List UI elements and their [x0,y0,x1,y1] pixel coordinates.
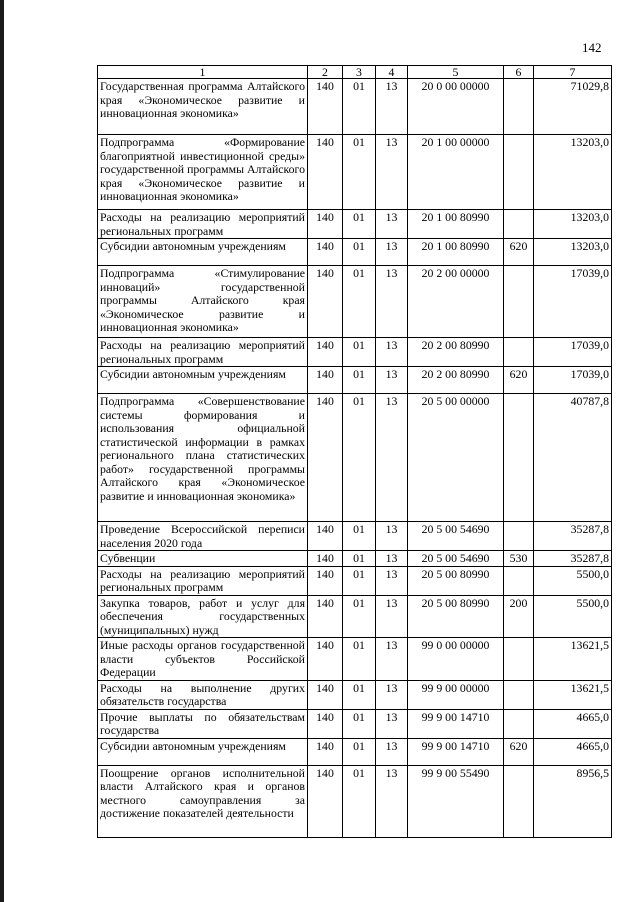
amount: 17039,0 [534,367,612,394]
row-name: Прочие выплаты по обязательствам государства [98,709,308,738]
pr-code: 13 [376,79,408,135]
target-item-code: 20 5 00 54690 [408,522,504,551]
grbs-code: 140 [308,680,343,709]
amount: 13203,0 [534,239,612,266]
pr-code: 13 [376,338,408,367]
rz-code: 01 [343,709,376,738]
rz-code: 01 [343,338,376,367]
expense-type-code [504,566,534,595]
amount: 17039,0 [534,338,612,367]
rz-code: 01 [343,680,376,709]
pr-code: 13 [376,135,408,210]
amount: 4665,0 [534,738,612,765]
table-row [98,709,612,738]
expense-type-code [504,266,534,338]
target-item-code: 20 5 00 80990 [408,566,504,595]
grbs-code: 140 [308,135,343,210]
pr-code: 13 [376,266,408,338]
table-row [98,266,612,338]
expense-type-code: 530 [504,551,534,567]
col-header: 4 [376,66,408,79]
row-name: Подпрограмма «Совершенствование системы формирования и использования официальной статистической информации в рамках регионального плана статистических работ» государственной программы Алтайского края «Экономическое развитие и инновационная экономика» [98,394,308,522]
target-item-code: 20 2 00 00000 [408,266,504,338]
rz-code: 01 [343,595,376,638]
pr-code: 13 [376,210,408,239]
rz-code: 01 [343,394,376,522]
expense-type-code [504,765,534,837]
target-item-code: 20 1 00 00000 [408,135,504,210]
amount: 35287,8 [534,522,612,551]
expense-type-code [504,135,534,210]
rz-code: 01 [343,210,376,239]
target-item-code: 99 9 00 14710 [408,709,504,738]
row-name: Субсидии автономным учреждениям [98,367,308,394]
expense-type-code [504,638,534,681]
amount: 4665,0 [534,709,612,738]
row-name: Иные расходы органов государственной власти субъектов Российской Федерации [98,638,308,681]
amount: 13621,5 [534,680,612,709]
target-item-code: 20 2 00 80990 [408,367,504,394]
target-item-code: 99 9 00 55490 [408,765,504,837]
pr-code: 13 [376,566,408,595]
pr-code: 13 [376,595,408,638]
expense-type-code: 620 [504,239,534,266]
table-row [98,239,612,266]
pr-code: 13 [376,709,408,738]
grbs-code: 140 [308,239,343,266]
rz-code: 01 [343,135,376,210]
table-row [98,522,612,551]
row-name: Расходы на реализацию мероприятий региональных программ [98,210,308,239]
expense-type-code [504,709,534,738]
amount: 13203,0 [534,135,612,210]
row-name: Поощрение органов исполнительной власти Алтайского края и органов местного самоуправления за достижение показателей деятельности [98,765,308,837]
amount: 13621,5 [534,638,612,681]
table-body [98,66,612,838]
expense-type-code [504,394,534,522]
col-header: 7 [534,66,612,79]
amount: 13203,0 [534,210,612,239]
target-item-code: 20 2 00 80990 [408,338,504,367]
col-header: 2 [308,66,343,79]
grbs-code: 140 [308,79,343,135]
scan-edge [0,0,4,902]
expense-type-code: 620 [504,367,534,394]
expense-type-code: 620 [504,738,534,765]
header-row [98,66,612,79]
table-row [98,551,612,567]
amount: 40787,8 [534,394,612,522]
rz-code: 01 [343,566,376,595]
pr-code: 13 [376,680,408,709]
expense-type-code [504,210,534,239]
target-item-code: 20 1 00 80990 [408,239,504,266]
grbs-code: 140 [308,709,343,738]
rz-code: 01 [343,266,376,338]
pr-code: 13 [376,738,408,765]
amount: 17039,0 [534,266,612,338]
amount: 35287,8 [534,551,612,567]
rz-code: 01 [343,79,376,135]
pr-code: 13 [376,367,408,394]
target-item-code: 20 0 00 00000 [408,79,504,135]
pr-code: 13 [376,394,408,522]
row-name: Проведение Всероссийской переписи населения 2020 года [98,522,308,551]
target-item-code: 99 9 00 00000 [408,680,504,709]
budget-table [97,65,612,838]
table-row [98,638,612,681]
table-row [98,566,612,595]
rz-code: 01 [343,522,376,551]
grbs-code: 140 [308,522,343,551]
grbs-code: 140 [308,338,343,367]
row-name: Государственная программа Алтайского края «Экономическое развитие и инновационная экономика» [98,79,308,135]
rz-code: 01 [343,551,376,567]
rz-code: 01 [343,239,376,266]
rz-code: 01 [343,738,376,765]
expense-type-code [504,680,534,709]
table-row [98,135,612,210]
row-name: Подпрограмма «Формирование благоприятной инвестиционной среды» государственной программы Алтайского края «Экономическое развитие и инновационная экономика» [98,135,308,210]
table-row [98,765,612,837]
col-header: 6 [504,66,534,79]
row-name: Субвенции [98,551,308,567]
table-row [98,394,612,522]
amount: 71029,8 [534,79,612,135]
col-header: 1 [98,66,308,79]
grbs-code: 140 [308,595,343,638]
table-row [98,338,612,367]
expense-type-code [504,79,534,135]
target-item-code: 99 9 00 14710 [408,738,504,765]
grbs-code: 140 [308,210,343,239]
amount: 5500,0 [534,595,612,638]
table-row [98,595,612,638]
grbs-code: 140 [308,394,343,522]
target-item-code: 20 5 00 80990 [408,595,504,638]
grbs-code: 140 [308,551,343,567]
target-item-code: 20 5 00 54690 [408,551,504,567]
page-number: 142 [582,40,602,55]
target-item-code: 20 1 00 80990 [408,210,504,239]
rz-code: 01 [343,638,376,681]
rz-code: 01 [343,765,376,837]
pr-code: 13 [376,765,408,837]
pr-code: 13 [376,551,408,567]
row-name: Расходы на реализацию мероприятий региональных программ [98,566,308,595]
table-row [98,738,612,765]
expense-type-code: 200 [504,595,534,638]
pr-code: 13 [376,522,408,551]
row-name: Закупка товаров, работ и услуг для обеспечения государственных (муниципальных) нужд [98,595,308,638]
col-header: 5 [408,66,504,79]
row-name: Субсидии автономным учреждениям [98,738,308,765]
amount: 8956,5 [534,765,612,837]
row-name: Расходы на выполнение других обязательств государства [98,680,308,709]
col-header: 3 [343,66,376,79]
row-name: Расходы на реализацию мероприятий региональных программ [98,338,308,367]
table-row [98,367,612,394]
pr-code: 13 [376,239,408,266]
grbs-code: 140 [308,367,343,394]
rz-code: 01 [343,367,376,394]
grbs-code: 140 [308,765,343,837]
table-row [98,210,612,239]
amount: 5500,0 [534,566,612,595]
expense-type-code [504,338,534,367]
grbs-code: 140 [308,638,343,681]
table-row [98,680,612,709]
target-item-code: 99 0 00 00000 [408,638,504,681]
row-name: Субсидии автономным учреждениям [98,239,308,266]
target-item-code: 20 5 00 00000 [408,394,504,522]
table-row [98,79,612,135]
grbs-code: 140 [308,738,343,765]
grbs-code: 140 [308,566,343,595]
row-name: Подпрограмма «Стимулирование инноваций» государственной программы Алтайского края «Экономическое развитие и инновационная экономика» [98,266,308,338]
pr-code: 13 [376,638,408,681]
grbs-code: 140 [308,266,343,338]
expense-type-code [504,522,534,551]
